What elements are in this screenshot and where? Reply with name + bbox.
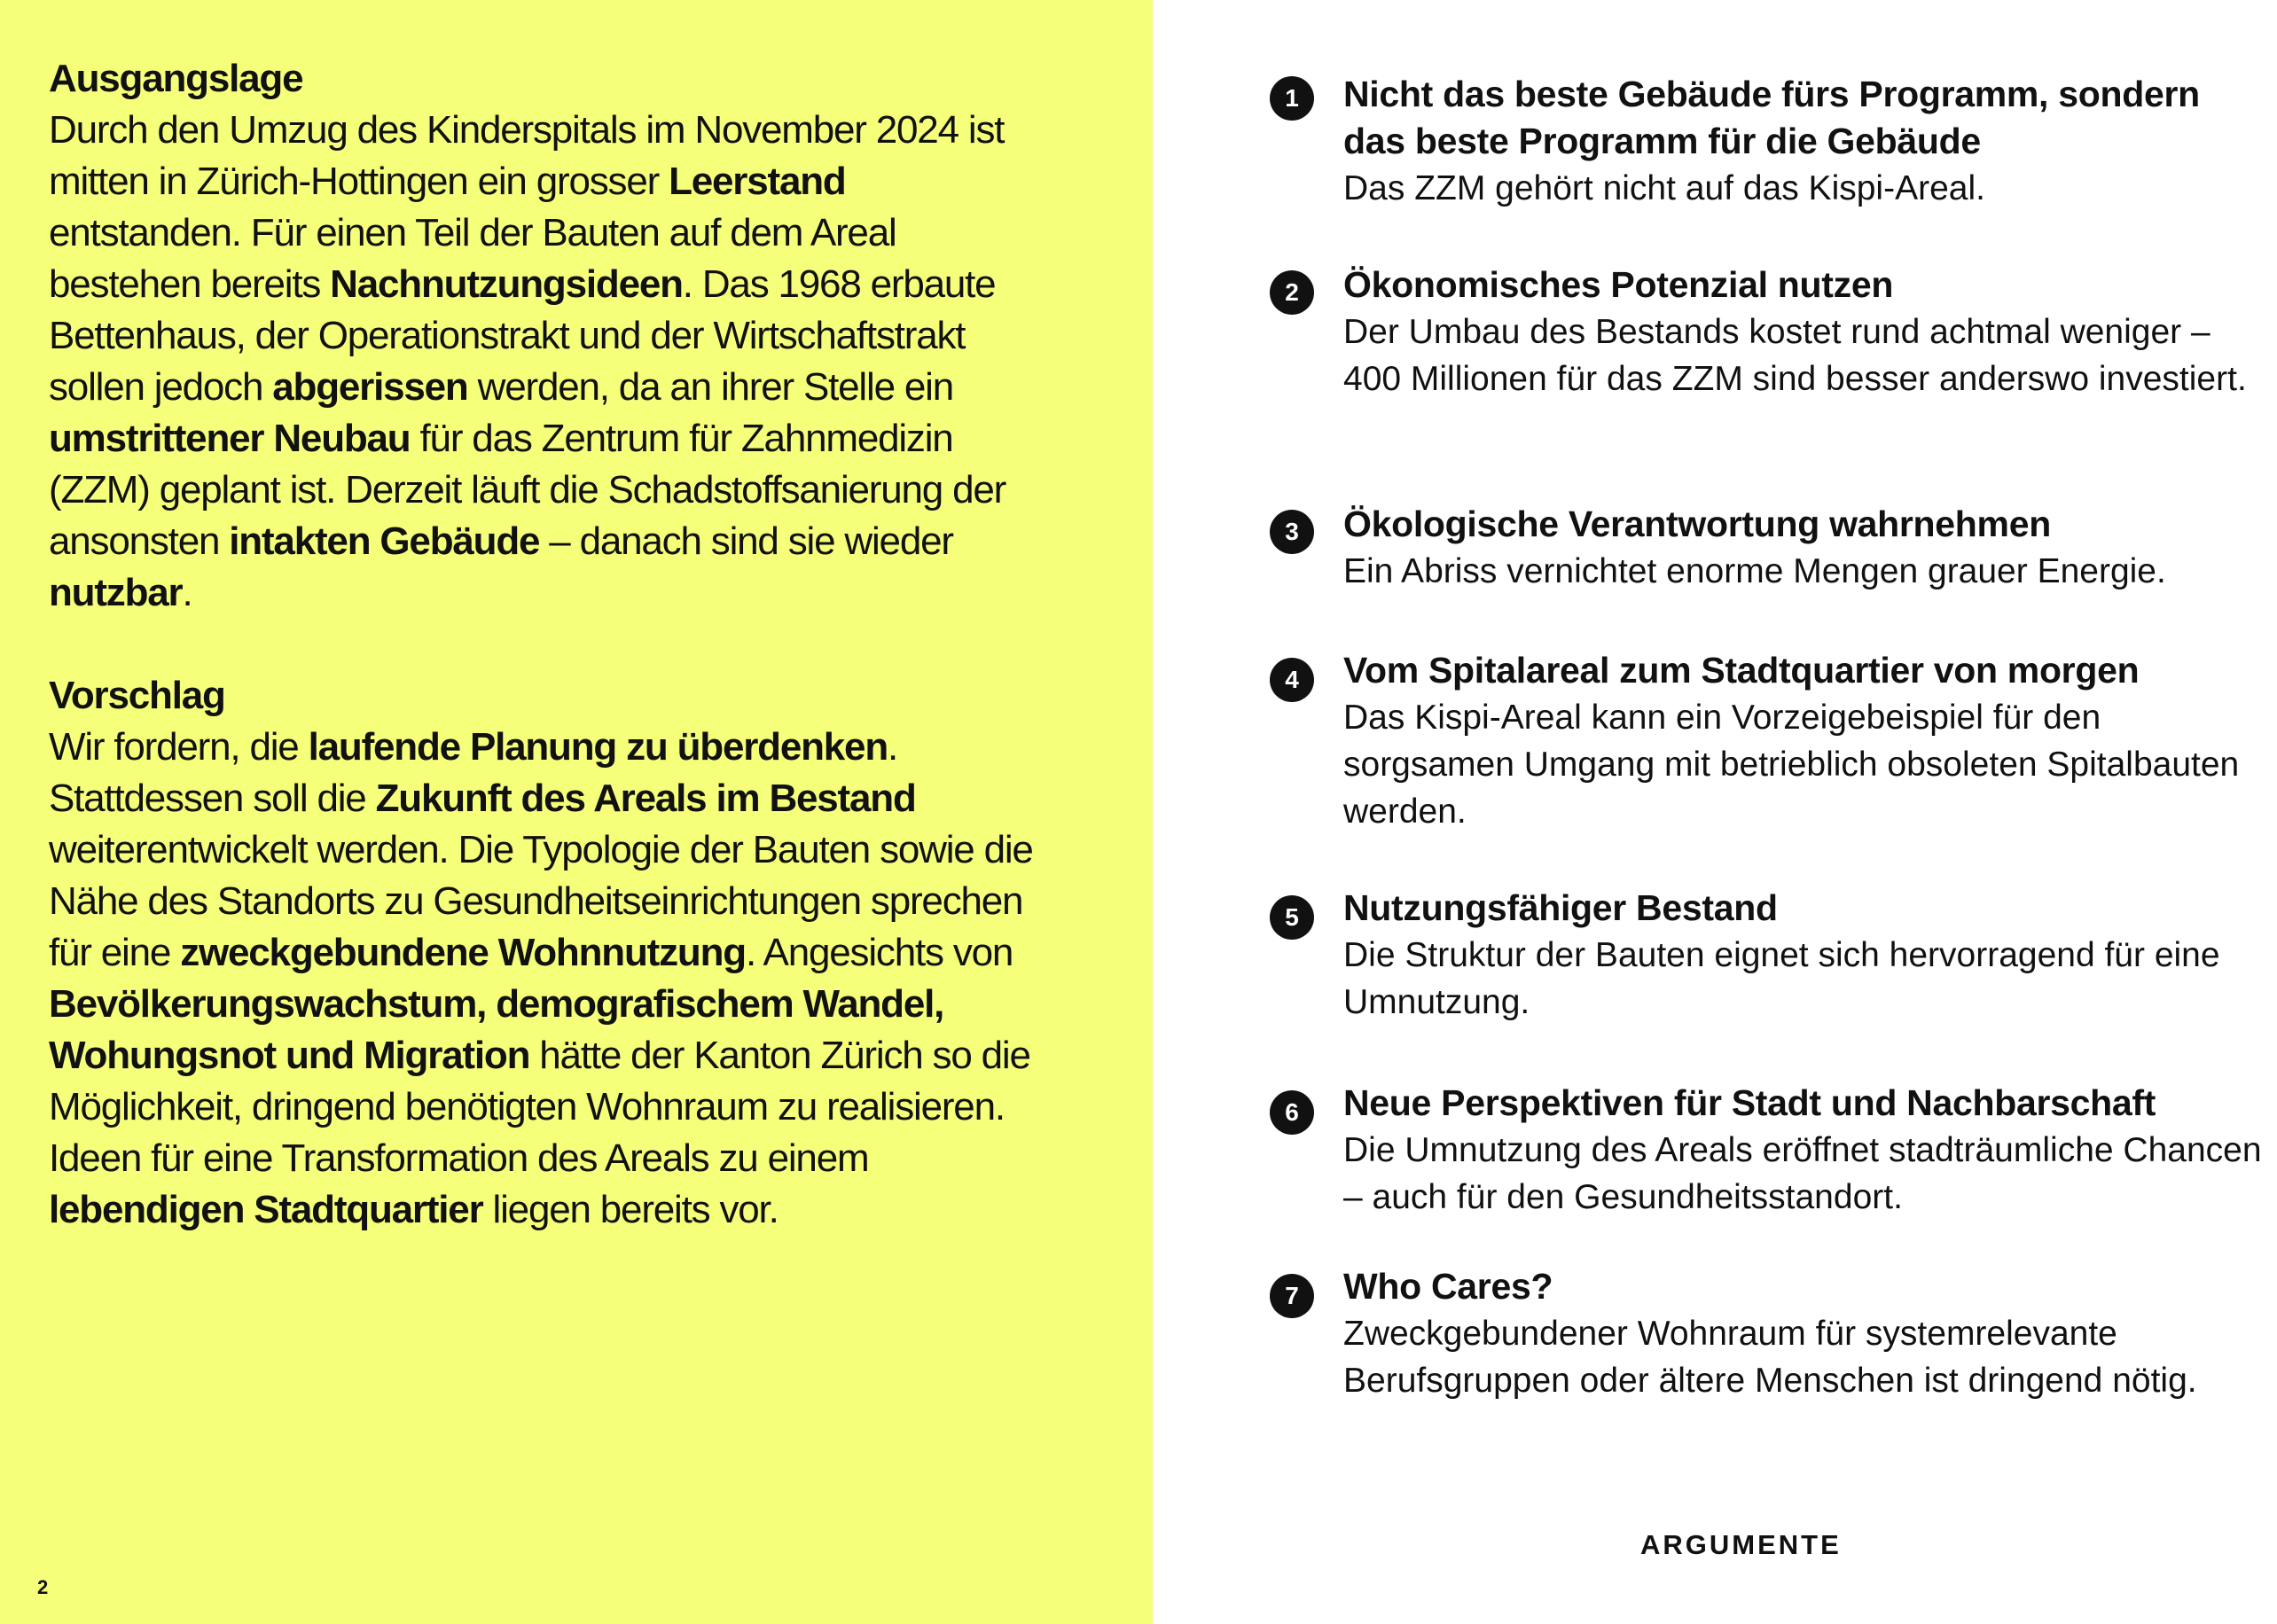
intro-text xyxy=(49,53,1046,1236)
argument-title: Vom Spitalareal zum Stadtquartier von morgen xyxy=(1343,650,2140,691)
argument-body: Das ZZM gehört nicht auf das Kispi-Areal. xyxy=(1343,169,1985,207)
heading-ausgangslage: Ausgangslage xyxy=(49,57,303,100)
emphasis: abgerissen xyxy=(272,365,468,409)
number-badge: 5 xyxy=(1270,895,1314,940)
number-badge: 1 xyxy=(1270,76,1314,121)
number-badge: 7 xyxy=(1270,1274,1314,1318)
emphasis: Leerstand xyxy=(669,160,846,203)
emphasis: umstrittener Neubau xyxy=(49,417,411,460)
argument-title: Neue Perspektiven für Stadt und Nachbarschaft xyxy=(1343,1082,2156,1123)
heading-vorschlag: Vorschlag xyxy=(49,674,225,717)
argument-body: Ein Abriss vernichtet enorme Mengen grauer Energie. xyxy=(1343,552,2166,590)
argument-title: Nutzungsfähiger Bestand xyxy=(1343,887,1778,928)
number-badge: 6 xyxy=(1270,1090,1314,1135)
argument-body: Der Umbau des Bestands kostet rund achtmal weniger – 400 Millionen für das ZZM sind besser anderswo investiert. xyxy=(1343,313,2247,398)
paragraph-vorschlag: Wir fordern, die laufende Planung zu überdenken. Stattdessen soll die Zukunft des Areals im Bestand weiterentwickelt werden. Die Typologie der Bauten sowie die Nähe des Standorts zu Gesundheitseinrichtungen sprechen für eine zweckgebundene Wohnnutzung. Angesichts von Bevölkerungswachstum, demografischem Wandel, Wohungsnot und Migration hätte der Kanton Zürich so die Möglichkeit, dringend benötigten Wohnraum zu realisieren. Ideen für eine Transformation des Areals zu einem lebendigen Stadtquartier liegen bereits vor. xyxy=(49,725,1033,1231)
emphasis: Bevölkerungswachstum, demografischem Wandel, Wohungsnot und Migration xyxy=(49,982,944,1077)
number-badge: 2 xyxy=(1270,270,1314,315)
argument-body: Die Struktur der Bauten eignet sich hervorragend für eine Umnutzung. xyxy=(1343,936,2220,1021)
argument-body: Zweckgebundener Wohnraum für systemrelevante Berufsgruppen oder ältere Menschen ist dringend nötig. xyxy=(1343,1315,2197,1400)
argument-title: Who Cares? xyxy=(1343,1266,1553,1307)
number-badge: 4 xyxy=(1270,658,1314,702)
argument-body: Das Kispi-Areal kann ein Vorzeigebeispiel für den sorgsamen Umgang mit betrieblich obsoleten Spitalbauten werden. xyxy=(1343,699,2240,831)
paragraph-ausgangslage: Durch den Umzug des Kinderspitals im November 2024 ist mitten in Zürich-Hottingen ein grosser Leerstand entstanden. Für einen Teil der Bauten auf dem Areal bestehen bereits Nachnutzungsideen. Das 1968 erbaute Bettenhaus, der Operationstrakt und der Wirtschaftstrakt sollen jedoch abgerissen werden, da an ihrer Stelle ein umstrittener Neubau für das Zentrum für Zahnmedizin (ZZM) geplant ist. Derzeit läuft die Schadstoffsanierung der ansonsten intakten Gebäude – danach sind sie wieder nutzbar. xyxy=(49,108,1006,614)
section-label-argumente: ARGUMENTE xyxy=(1640,1529,1842,1560)
emphasis: zweckgebundene Wohnnutzung xyxy=(180,931,746,974)
emphasis: Nachnutzungsideen xyxy=(330,262,683,306)
argument-title: Ökologische Verantwortung wahrnehmen xyxy=(1343,504,2051,544)
emphasis: lebendigen Stadtquartier xyxy=(49,1188,483,1231)
number-badge: 3 xyxy=(1270,510,1314,554)
emphasis: nutzbar xyxy=(49,571,183,614)
argument-body: Die Umnutzung des Areals eröffnet stadträumliche Chancen – auch für den Gesundheitsstandort. xyxy=(1343,1131,2262,1216)
emphasis: laufende Planung zu überdenken xyxy=(308,725,888,769)
emphasis: intakten Gebäude xyxy=(229,519,540,563)
argument-title: Nicht das beste Gebäude fürs Programm, sondern das beste Programm für die Gebäude xyxy=(1343,74,2200,161)
emphasis: Zukunft des Areals im Bestand xyxy=(375,777,916,820)
argument-title: Ökonomisches Potenzial nutzen xyxy=(1343,264,1894,305)
page-number: 2 xyxy=(37,1576,49,1598)
